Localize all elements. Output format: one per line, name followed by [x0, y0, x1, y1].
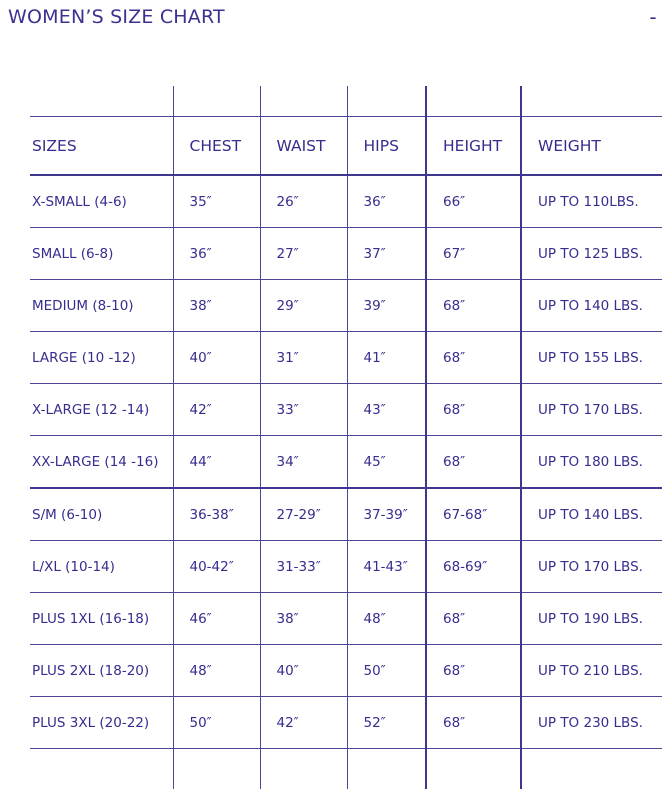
cell-waist: 38″	[260, 593, 347, 645]
page-title: WOMEN’S SIZE CHART	[8, 6, 225, 28]
cell-chest: 36-38″	[173, 488, 260, 541]
size-table	[30, 86, 662, 789]
cell-height: 68″	[426, 280, 521, 332]
cell-waist: 33″	[260, 384, 347, 436]
cell-height: 68″	[426, 384, 521, 436]
table-row	[30, 436, 662, 489]
cell-hips: 37″	[347, 228, 426, 280]
table-row	[30, 228, 662, 280]
column-header-waist: WAIST	[260, 117, 347, 176]
cell-weight: UP TO 210 LBS.	[521, 645, 662, 697]
cell-chest: 42″	[173, 384, 260, 436]
cell-size: MEDIUM (8-10)	[30, 280, 173, 332]
cell-size: X-SMALL (4-6)	[30, 175, 173, 228]
size-chart-header	[8, 6, 660, 34]
cell-hips: 37-39″	[347, 488, 426, 541]
size-chart	[30, 86, 662, 783]
cell-size: PLUS 3XL (20-22)	[30, 697, 173, 749]
table-header-row	[30, 117, 662, 176]
cell-waist: 31″	[260, 332, 347, 384]
cell-size: S/M (6-10)	[30, 488, 173, 541]
cell-weight: UP TO 110LBS.	[521, 175, 662, 228]
cell-chest: 40-42″	[173, 541, 260, 593]
cell-hips: 48″	[347, 593, 426, 645]
table-row	[30, 280, 662, 332]
cell-size: SMALL (6-8)	[30, 228, 173, 280]
column-header-sizes: SIZES	[30, 117, 173, 176]
cell-size: L/XL (10-14)	[30, 541, 173, 593]
cell-waist: 29″	[260, 280, 347, 332]
table-row	[30, 645, 662, 697]
cell-hips: 52″	[347, 697, 426, 749]
column-header-hips: HIPS	[347, 117, 426, 176]
cell-weight: UP TO 230 LBS.	[521, 697, 662, 749]
cell-waist: 42″	[260, 697, 347, 749]
cell-weight: UP TO 140 LBS.	[521, 280, 662, 332]
cell-waist: 40″	[260, 645, 347, 697]
cell-weight: UP TO 125 LBS.	[521, 228, 662, 280]
cell-weight: UP TO 155 LBS.	[521, 332, 662, 384]
table-row	[30, 541, 662, 593]
cell-weight: UP TO 170 LBS.	[521, 384, 662, 436]
cell-hips: 50″	[347, 645, 426, 697]
cell-hips: 41″	[347, 332, 426, 384]
cell-chest: 36″	[173, 228, 260, 280]
cell-hips: 43″	[347, 384, 426, 436]
cell-waist: 31-33″	[260, 541, 347, 593]
cell-hips: 45″	[347, 436, 426, 489]
cell-size: LARGE (10 -12)	[30, 332, 173, 384]
cell-height: 67-68″	[426, 488, 521, 541]
cell-chest: 48″	[173, 645, 260, 697]
cell-height: 68″	[426, 645, 521, 697]
cell-chest: 40″	[173, 332, 260, 384]
cell-size: XX-LARGE (14 -16)	[30, 436, 173, 489]
cell-hips: 39″	[347, 280, 426, 332]
cell-hips: 41-43″	[347, 541, 426, 593]
cell-weight: UP TO 170 LBS.	[521, 541, 662, 593]
cell-weight: UP TO 180 LBS.	[521, 436, 662, 489]
cell-waist: 27″	[260, 228, 347, 280]
table-row	[30, 488, 662, 541]
column-header-weight: WEIGHT	[521, 117, 662, 176]
cell-height: 68″	[426, 436, 521, 489]
cell-height: 66″	[426, 175, 521, 228]
column-header-chest: CHEST	[173, 117, 260, 176]
cell-hips: 36″	[347, 175, 426, 228]
cell-chest: 35″	[173, 175, 260, 228]
cell-weight: UP TO 190 LBS.	[521, 593, 662, 645]
cell-height: 68″	[426, 332, 521, 384]
table-row	[30, 697, 662, 749]
cell-size: PLUS 1XL (16-18)	[30, 593, 173, 645]
table-row	[30, 175, 662, 228]
column-header-height: HEIGHT	[426, 117, 521, 176]
table-row	[30, 332, 662, 384]
table-row	[30, 593, 662, 645]
cell-waist: 34″	[260, 436, 347, 489]
collapse-toggle-button[interactable]: -	[646, 5, 660, 29]
cell-chest: 50″	[173, 697, 260, 749]
cell-waist: 27-29″	[260, 488, 347, 541]
cell-height: 68″	[426, 593, 521, 645]
cell-chest: 38″	[173, 280, 260, 332]
cell-weight: UP TO 140 LBS.	[521, 488, 662, 541]
cell-chest: 46″	[173, 593, 260, 645]
cell-size: X-LARGE (12 -14)	[30, 384, 173, 436]
table-row	[30, 384, 662, 436]
cell-size: PLUS 2XL (18-20)	[30, 645, 173, 697]
cell-chest: 44″	[173, 436, 260, 489]
cell-height: 67″	[426, 228, 521, 280]
table-top-spacer	[30, 86, 662, 117]
cell-waist: 26″	[260, 175, 347, 228]
cell-height: 68″	[426, 697, 521, 749]
cell-height: 68-69″	[426, 541, 521, 593]
